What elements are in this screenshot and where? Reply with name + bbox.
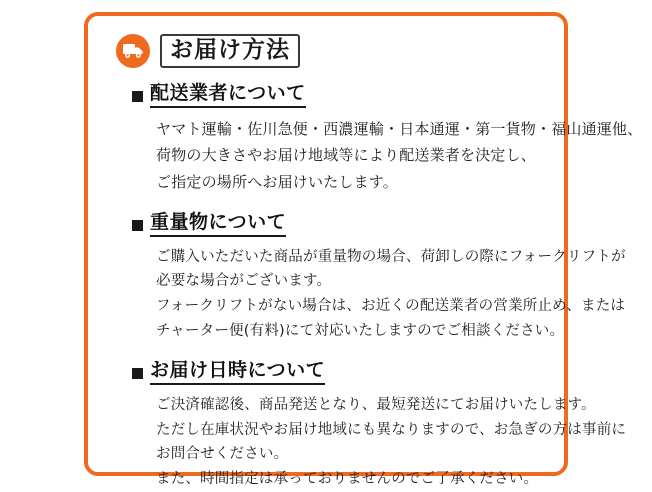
section-body — [156, 393, 627, 492]
delivery-truck-icon — [116, 34, 150, 68]
body-line: また、時間指定は承っておりませんのでご了承ください。 — [156, 471, 539, 488]
square-bullet-icon — [132, 220, 143, 231]
body-line: フォークリフトがない場合は、お近くの配送業者の営業所止め、または — [156, 298, 626, 315]
section-heading — [132, 359, 542, 385]
body-line: チャーター便(有料)にて対応いたしますのでご相談ください。 — [156, 322, 565, 339]
body-line: ご購入いただいた商品が重量物の場合、荷卸しの際にフォークリフトが — [156, 248, 626, 265]
section-body — [156, 245, 626, 344]
body-line: ご決済確認後、商品発送となり、最短発送にてお届けいたします。 — [156, 397, 596, 414]
panel-inner — [88, 16, 643, 488]
section-heading — [132, 211, 542, 237]
body-line: 必要な場合がございます。 — [156, 273, 332, 290]
square-bullet-icon — [132, 368, 143, 379]
section-title: 重量物について — [150, 211, 286, 237]
square-bullet-icon — [132, 91, 143, 102]
body-line: ご指定の場所へお届けいたします。 — [156, 172, 399, 191]
section-heavy-items — [110, 210, 626, 343]
body-line: ただし在庫状況やお届け地域にも異なりますので、お急ぎの方は事前に — [156, 421, 627, 438]
section-shipping-carriers — [110, 82, 643, 195]
section-delivery-datetime — [110, 359, 627, 491]
body-line: ヤマト運輸・佐川急便・西濃運輸・日本通運・第一貨物・福山通運他、 — [156, 120, 643, 139]
body-line: お問合せください。 — [156, 446, 289, 463]
panel-header — [116, 34, 542, 68]
delivery-info-panel — [84, 12, 643, 488]
page-title: お届け方法 — [160, 34, 300, 68]
section-title: 配送業者について — [150, 82, 306, 108]
section-body — [156, 116, 643, 195]
section-heading — [132, 82, 542, 108]
body-line: 荷物の大きさやお届け地域等により配送業者を決定し、 — [156, 146, 537, 165]
section-title: お届け日時について — [150, 359, 325, 385]
